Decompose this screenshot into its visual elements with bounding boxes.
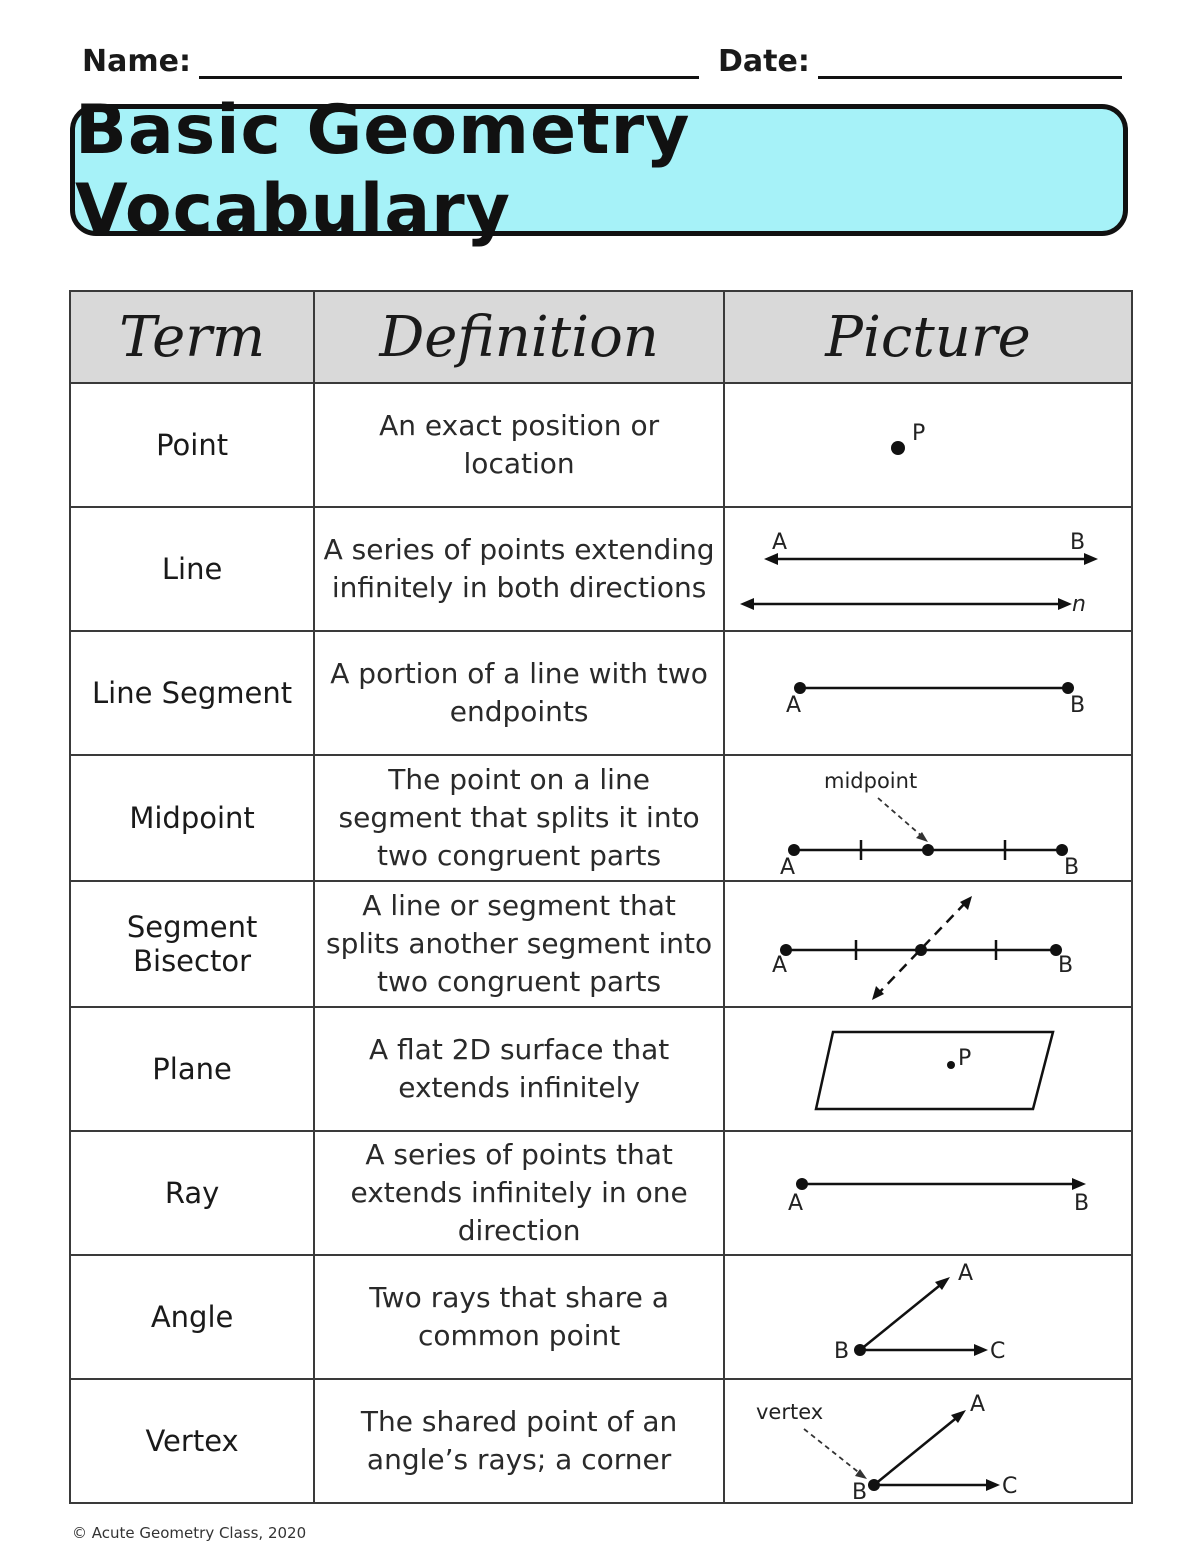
pointer-arrow-icon bbox=[916, 832, 928, 842]
definition-cell: A portion of a line with two endpoints bbox=[314, 631, 724, 755]
column-header-term: Term bbox=[70, 291, 314, 383]
segment-label-a: A bbox=[786, 693, 802, 718]
term-cell: Plane bbox=[70, 1007, 314, 1131]
name-label: Name: bbox=[82, 44, 191, 79]
definition-cell: A series of points extending infinitely in both directions bbox=[314, 507, 724, 631]
ray-diagram bbox=[728, 1138, 1128, 1248]
angle-label-c: C bbox=[990, 1339, 1006, 1364]
term-cell: Midpoint bbox=[70, 755, 314, 881]
definition-cell: A line or segment that splits another segment into two congruent parts bbox=[314, 881, 724, 1007]
table-row bbox=[70, 1255, 1132, 1379]
point-diagram bbox=[728, 390, 1128, 500]
term-cell: Angle bbox=[70, 1255, 314, 1379]
point-dot bbox=[891, 441, 905, 455]
table-header-row bbox=[70, 291, 1132, 383]
angle-label-a: A bbox=[958, 1261, 974, 1286]
midpoint-diagram bbox=[728, 756, 1128, 880]
plane-label-p: P bbox=[958, 1046, 972, 1071]
vertex-dot bbox=[854, 1344, 866, 1356]
date-label: Date: bbox=[718, 44, 810, 79]
term-cell: Vertex bbox=[70, 1379, 314, 1503]
definition-cell: The point on a line segment that splits it into two congruent parts bbox=[314, 755, 724, 881]
table-row bbox=[70, 1131, 1132, 1255]
term-cell: Point bbox=[70, 383, 314, 507]
line-label-b: B bbox=[1070, 530, 1086, 555]
vertex-diagram bbox=[728, 1381, 1128, 1501]
definition-cell: An exact position or location bbox=[314, 383, 724, 507]
arrow-right-icon bbox=[1084, 553, 1098, 565]
definition-cell: The shared point of an angle’s rays; a corner bbox=[314, 1379, 724, 1503]
arrow-right-icon bbox=[1058, 598, 1072, 610]
copyright-footer: © Acute Geometry Class, 2020 bbox=[72, 1524, 307, 1542]
picture-cell bbox=[724, 755, 1132, 881]
picture-cell bbox=[724, 881, 1132, 1007]
vertex-label-b: B bbox=[852, 1480, 868, 1501]
plane-diagram bbox=[728, 1014, 1128, 1124]
endpoint-a bbox=[796, 1178, 808, 1190]
column-header-picture: Picture bbox=[724, 291, 1132, 383]
vertex-label-c: C bbox=[1002, 1474, 1018, 1499]
arrow-right-icon bbox=[1072, 1178, 1086, 1190]
plane-point bbox=[947, 1061, 955, 1069]
arrow-right-icon bbox=[974, 1344, 988, 1356]
angle-label-b: B bbox=[834, 1339, 850, 1364]
column-header-definition: Definition bbox=[314, 291, 724, 383]
picture-cell bbox=[724, 383, 1132, 507]
table-row bbox=[70, 507, 1132, 631]
date-blank[interactable] bbox=[818, 46, 1122, 79]
bisector-label-b: B bbox=[1058, 953, 1074, 978]
vertex-caption: vertex bbox=[756, 1400, 824, 1424]
page-title: Basic Geometry Vocabulary bbox=[75, 91, 691, 249]
table-row bbox=[70, 881, 1132, 1007]
midpoint-pointer bbox=[878, 798, 924, 838]
vertex-pointer bbox=[804, 1429, 862, 1475]
line-label-n: n bbox=[1072, 592, 1086, 617]
segment-diagram bbox=[728, 638, 1128, 748]
arrow-left-icon bbox=[740, 598, 754, 610]
ray-ba bbox=[860, 1282, 944, 1350]
term-cell: Line Segment bbox=[70, 631, 314, 755]
arrow-right-icon bbox=[986, 1479, 1000, 1491]
bisector-label-a: A bbox=[772, 953, 788, 978]
term-cell: Line bbox=[70, 507, 314, 631]
vocabulary-table bbox=[69, 290, 1133, 1504]
ray-label-b: B bbox=[1074, 1191, 1090, 1216]
definition-cell: A series of points that extends infinitely in one direction bbox=[314, 1131, 724, 1255]
definition-cell: Two rays that share a common point bbox=[314, 1255, 724, 1379]
angle-diagram bbox=[728, 1258, 1128, 1376]
midpoint-dot bbox=[922, 844, 934, 856]
title-banner bbox=[70, 91, 1128, 249]
vertex-label-a: A bbox=[970, 1392, 986, 1417]
line-diagram bbox=[728, 509, 1128, 629]
name-blank[interactable] bbox=[199, 46, 699, 79]
ray-label-a: A bbox=[788, 1191, 804, 1216]
plane-shape bbox=[816, 1032, 1053, 1109]
bisector-diagram bbox=[728, 882, 1128, 1006]
midpoint-caption: midpoint bbox=[824, 769, 918, 793]
definition-cell: A flat 2D surface that extends infinitely bbox=[314, 1007, 724, 1131]
picture-cell bbox=[724, 507, 1132, 631]
picture-cell bbox=[724, 1131, 1132, 1255]
ray-ba bbox=[874, 1415, 960, 1485]
table-row bbox=[70, 755, 1132, 881]
picture-cell bbox=[724, 1379, 1132, 1503]
table-row bbox=[70, 1007, 1132, 1131]
segment-label-b: B bbox=[1070, 693, 1086, 718]
table-row bbox=[70, 631, 1132, 755]
line-label-a: A bbox=[772, 530, 788, 555]
point-label: P bbox=[912, 421, 926, 446]
midpoint-label-b: B bbox=[1064, 855, 1080, 880]
midpoint-label-a: A bbox=[780, 855, 796, 880]
table-row bbox=[70, 383, 1132, 507]
picture-cell bbox=[724, 1007, 1132, 1131]
date-field[interactable] bbox=[718, 44, 1122, 79]
term-cell: Segment Bisector bbox=[70, 881, 314, 1007]
picture-cell bbox=[724, 1255, 1132, 1379]
table-row bbox=[70, 1379, 1132, 1503]
name-field[interactable] bbox=[82, 44, 699, 79]
term-cell: Ray bbox=[70, 1131, 314, 1255]
vertex-dot bbox=[868, 1479, 880, 1491]
picture-cell bbox=[724, 631, 1132, 755]
